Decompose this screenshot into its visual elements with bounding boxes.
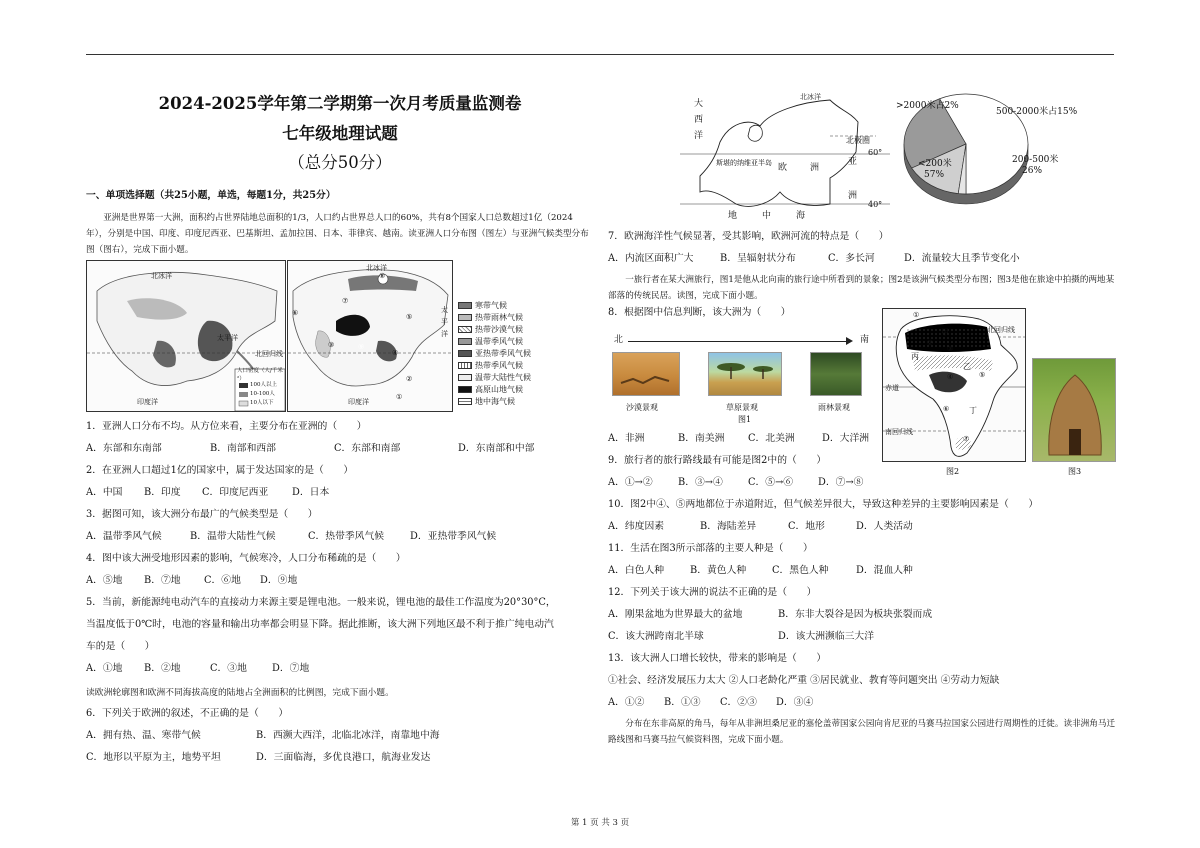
- europe-outline-graphic: [680, 92, 890, 220]
- question-11: 11．生活在图3所示部落的主要人种是（ ）: [608, 543, 813, 554]
- africa-climate-map: [882, 308, 1026, 462]
- caption-rainforest: 雨林景观: [818, 403, 850, 412]
- label-60deg: 60°: [868, 148, 883, 157]
- num-5: ⑤: [406, 313, 413, 321]
- option-c[interactable]: C．黑色人种: [772, 565, 829, 576]
- question-4: 4．图中该大洲受地形因素的影响，气候寒冷，人口分布稀疏的是（ ）: [86, 553, 406, 564]
- asia-population-map: [86, 260, 286, 412]
- rainforest-photo: [810, 352, 862, 396]
- camel-silhouette-icon: [613, 353, 681, 397]
- option-b[interactable]: B．东非大裂谷是因为板块张裂而成: [778, 609, 933, 620]
- pop-legend-3: 10人以下: [250, 400, 274, 406]
- legend-swatch: [458, 374, 472, 381]
- label-ping: 平: [441, 318, 448, 326]
- africa-num-5: ⑤: [979, 371, 986, 379]
- option-b[interactable]: B．黄色人种: [690, 565, 747, 576]
- num-2: ②: [406, 375, 413, 383]
- label-zhou-2: 洲: [848, 191, 858, 201]
- option-b[interactable]: B．温带大陆性气候: [190, 531, 276, 542]
- option-b[interactable]: B．②地: [144, 663, 181, 674]
- arrow-head-icon: [846, 337, 853, 345]
- option-a[interactable]: A．①→②: [608, 477, 653, 488]
- label-jia: 甲: [941, 328, 949, 337]
- direction-arrow: [628, 341, 850, 342]
- num-4: ④: [392, 349, 399, 357]
- europe-intro: 读欧洲轮廓图和欧洲不同海拔高度的陆地占全洲面积的比例图，完成下面小题。: [86, 688, 394, 698]
- option-a[interactable]: A．纬度因素: [608, 521, 665, 532]
- label-zhou: 洲: [810, 163, 820, 173]
- question-1: 1．亚洲人口分布不均。从方位来看，主要分布在亚洲的（ ）: [86, 421, 367, 432]
- question-9: 9．旅行者的旅行路线最有可能是图2中的（ ）: [608, 455, 827, 466]
- legend-tropical-monsoon: 热带季风气候: [458, 360, 523, 371]
- option-a[interactable]: A．中国: [86, 487, 123, 498]
- option-b[interactable]: B．南部和西部: [210, 443, 276, 454]
- direction-south: 南: [860, 335, 870, 345]
- question-8: 8．根据图中信息判断，该大洲为（ ）: [608, 307, 791, 318]
- option-d[interactable]: D．⑨地: [260, 575, 298, 586]
- question-13: 13．该大洲人口增长较快，带来的影响是（ ）: [608, 653, 827, 664]
- europe-outline-map: [680, 92, 890, 220]
- fig2-caption: 图2: [946, 467, 960, 476]
- africa-num-6: ⑥: [943, 405, 950, 413]
- label-tai: 太: [441, 306, 448, 314]
- option-c[interactable]: C．该大洲跨南北半球: [608, 631, 704, 642]
- option-c[interactable]: C．⑥地: [204, 575, 241, 586]
- final-intro: 分布在东非高原的角马，每年从非洲坦桑尼亚的塞伦盖蒂国家公园向肯尼亚的马赛马拉国家公园进行周期性的迁徙。读非洲角马迁路线图和马赛马拉气候资料图，完成下面小题。: [608, 719, 1116, 745]
- question-5-line1: 5．当前，新能源纯电动汽车的直接动力来源主要是锂电池。一般来说，锂电池的最佳工作温度为20°30°C，: [86, 597, 556, 608]
- option-d[interactable]: D．三面临海，多优良港口，航海业发达: [256, 752, 431, 763]
- option-d[interactable]: D．大洋洲: [822, 433, 870, 444]
- label-tropic-capricorn: 南回归线: [885, 428, 913, 436]
- africa-num-1: ①: [913, 311, 920, 319]
- option-d[interactable]: D．⑦地: [272, 663, 310, 674]
- option-a[interactable]: A．温带季风气候: [86, 531, 162, 542]
- option-a[interactable]: A．刚果盆地为世界最大的盆地: [608, 609, 743, 620]
- label-arctic-ocean: 北冰洋: [151, 272, 172, 280]
- hut-photo: [1032, 358, 1116, 462]
- africa-num-3: ③: [947, 345, 954, 353]
- question-6: 6．下列关于欧洲的叙述，不正确的是（ ）: [86, 708, 289, 719]
- label-pacific: 太平洋: [217, 334, 238, 342]
- option-c[interactable]: C．热带季风气候: [308, 531, 385, 542]
- legend-mediterranean: 地中海气候: [458, 396, 515, 407]
- option-d[interactable]: D．日本: [292, 487, 330, 498]
- legend-continental: 温带大陆性气候: [458, 372, 531, 383]
- label-tropic-cancer-africa: 北回归线: [987, 326, 1015, 334]
- label-tropic-cancer: 北回归线: [255, 350, 283, 358]
- fig1-caption: 图1: [738, 415, 752, 424]
- label-zhong: 中: [762, 211, 772, 221]
- africa-num-2: ②: [927, 339, 934, 347]
- option-d[interactable]: D．该大洲濒临三大洋: [778, 631, 875, 642]
- caption-savanna: 草原景观: [726, 403, 758, 412]
- question-3: 3．据图可知，该大洲分布最广的气候类型是（ ）: [86, 509, 318, 520]
- question-7: 7．欧洲海洋性气候显著，受其影响，欧洲河流的特点是（ ）: [608, 231, 889, 242]
- legend-swatch: [458, 398, 472, 405]
- label-arctic-ocean-2: 北冰洋: [366, 264, 387, 272]
- option-c[interactable]: C．北美洲: [748, 433, 795, 444]
- legend-swatch: [458, 362, 472, 369]
- option-a[interactable]: A．内流区面积广大: [608, 253, 694, 264]
- exam-score: （总分50分）: [288, 153, 392, 172]
- option-b[interactable]: B．①③: [664, 697, 701, 708]
- pie-pct-below-200: 57%: [924, 170, 945, 180]
- legend-swatch: [458, 314, 472, 321]
- desert-photo: [612, 352, 680, 396]
- option-c[interactable]: C．②③: [720, 697, 757, 708]
- legend-tundra: 寒带气候: [458, 300, 507, 311]
- asia-climate-map: [287, 260, 453, 412]
- option-c[interactable]: C．多长河: [828, 253, 875, 264]
- section-heading: 一、单项选择题（共25小题，单选，每题1分，共25分）: [86, 190, 336, 201]
- option-c[interactable]: C．东部和南部: [334, 443, 401, 454]
- num-7: ⑦: [342, 297, 349, 305]
- pop-legend-1: 100人以上: [250, 382, 277, 388]
- africa-intro: 一旅行者在某大洲旅行，图1是他从北向南的旅行途中所看到的景象；图2是该洲气候类型分布图；图3是他在旅途中拍摄的两地某部落的传统民居。读图，完成下面小题。: [608, 275, 1115, 301]
- hut-icon: [1033, 359, 1117, 463]
- option-a[interactable]: A．⑤地: [86, 575, 123, 586]
- africa-num-4: ④: [947, 373, 954, 381]
- label-arctic-circle: 北极圈: [846, 136, 870, 145]
- num-6: ⑥: [292, 309, 299, 317]
- label-scandinavia: 斯堪的纳维亚半岛: [716, 159, 772, 167]
- pop-legend-title: 人口密度（人/千米²）: [237, 368, 283, 382]
- acacia-tree-icon: [709, 353, 783, 397]
- legend-swatch: [458, 338, 472, 345]
- question-10: 10．图2中④、⑤两地都位于赤道附近，但气候差异很大，导致这种差异的主要影响因素是（ ）: [608, 499, 1039, 510]
- pie-label-200-500: 200-500米: [1012, 155, 1059, 165]
- option-d[interactable]: D．混血人种: [856, 565, 913, 576]
- exam-subtitle: 七年级地理试题: [282, 124, 398, 143]
- caption-desert: 沙漠景观: [626, 403, 658, 412]
- label-ou: 欧: [778, 163, 788, 173]
- legend-subtropical-monsoon: 亚热带季风气候: [458, 348, 531, 359]
- label-bing: 丙: [911, 352, 919, 361]
- num-1: ①: [396, 393, 403, 401]
- legend-rainforest: 热带雨林气候: [458, 312, 523, 323]
- legend-swatch: [458, 302, 472, 309]
- option-d[interactable]: D．⑦→⑧: [818, 477, 864, 488]
- option-a[interactable]: A．非洲: [608, 433, 645, 444]
- option-b[interactable]: B．⑦地: [144, 575, 181, 586]
- asia-climate-map-graphic: [288, 261, 453, 412]
- option-d[interactable]: D．③④: [776, 697, 814, 708]
- question-12: 12．下列关于该大洲的说法不正确的是（ ）: [608, 587, 817, 598]
- page-footer: 第 1 页 共 3 页: [570, 818, 630, 828]
- option-b[interactable]: B．海陆差异: [700, 521, 757, 532]
- option-a[interactable]: A．白色人种: [608, 565, 665, 576]
- num-9: ⑨: [358, 343, 365, 351]
- label-yi: 乙: [963, 362, 971, 371]
- fig3-caption: 图3: [1068, 467, 1082, 476]
- option-d[interactable]: D．人类活动: [856, 521, 913, 532]
- question-2: 2．在亚洲人口超过1亿的国家中，属于发达国家的是（ ）: [86, 465, 354, 476]
- legend-highland: 高原山地气候: [458, 384, 523, 395]
- option-a[interactable]: A．东部和东南部: [86, 443, 162, 454]
- label-da: 大: [694, 99, 704, 109]
- option-a[interactable]: A．拥有热、温、寒带气候: [86, 730, 201, 741]
- question-13-items: ①社会、经济发展压力太大 ②人口老龄化严重 ③居民就业、教育等问题突出 ④劳动力短缺: [608, 675, 1000, 686]
- pie-label-500-2000: 500-2000米占15%: [996, 107, 1078, 117]
- option-d[interactable]: D．东南部和中部: [458, 443, 535, 454]
- num-8: ⑧: [379, 272, 386, 280]
- legend-swatch: [458, 326, 472, 333]
- option-d[interactable]: D．流量较大且季节变化小: [904, 253, 1020, 264]
- section-intro: 亚洲是世界第一大洲，面积约占世界陆地总面积的1/3，人口约占世界总人口的60%，共有8个国家人口总数超过1亿（2024年），分别是中国、印度、印度尼西亚、巴基斯坦、孟加拉国、日本、菲律宾、越南。读亚洲人口分布图（图左）与亚洲气候类型分布图（图右），完成下面小题。: [86, 213, 589, 255]
- label-hai: 海: [796, 211, 806, 221]
- option-a[interactable]: A．①地: [86, 663, 123, 674]
- label-ding: 丁: [969, 406, 977, 415]
- label-ya: 亚: [848, 157, 858, 167]
- option-b[interactable]: B．呈辐射状分布: [720, 253, 796, 264]
- option-c[interactable]: C．③地: [210, 663, 247, 674]
- option-b[interactable]: B．③→④: [678, 477, 723, 488]
- option-c[interactable]: C．⑤→⑥: [748, 477, 794, 488]
- savanna-photo: [708, 352, 782, 396]
- num-3: ③: [328, 341, 335, 349]
- pop-legend-2: 10-100人: [250, 391, 275, 397]
- legend-desert: 热带沙漠气候: [458, 324, 523, 335]
- question-5-line3: 车的是（ ）: [86, 641, 155, 652]
- label-arctic-ocean-europe: 北冰洋: [800, 93, 821, 101]
- label-yang: 洋: [441, 330, 448, 338]
- option-a[interactable]: A．①②: [608, 697, 645, 708]
- pie-pct-200-500: 26%: [1022, 166, 1043, 176]
- legend-swatch: [458, 386, 472, 393]
- label-xi: 西: [694, 115, 704, 125]
- legend-temperate-monsoon: 温带季风气候: [458, 336, 523, 347]
- option-c[interactable]: C．地形: [788, 521, 825, 532]
- africa-num-7: ⑦: [963, 435, 970, 443]
- label-equator: 赤道: [885, 384, 899, 392]
- pie-label-above-2000: >2000米占2%: [896, 101, 959, 111]
- label-di: 地: [728, 211, 738, 221]
- label-indian-ocean-2: 印度洋: [348, 398, 369, 406]
- option-c[interactable]: C．印度尼西亚: [202, 487, 269, 498]
- top-rule: [86, 54, 1114, 55]
- legend-swatch: [458, 350, 472, 357]
- option-b[interactable]: B．南美洲: [678, 433, 725, 444]
- option-b[interactable]: B．西濒大西洋，北临北冰洋，南靠地中海: [256, 730, 440, 741]
- direction-north: 北: [614, 335, 624, 345]
- pie-label-below-200: <200米: [918, 159, 952, 169]
- question-5-line2: 当温度低于0℃时，电池的容量和输出功率都会明显下降。据此推断，该大洲下列地区最不利于推广纯电动汽: [86, 619, 554, 630]
- label-yang: 洋: [694, 131, 704, 141]
- option-d[interactable]: D．亚热带季风气候: [410, 531, 497, 542]
- option-b[interactable]: B．印度: [144, 487, 181, 498]
- exam-title: 2024-2025学年第二学期第一次月考质量监测卷: [158, 94, 522, 113]
- option-c[interactable]: C．地形以平原为主，地势平坦: [86, 752, 221, 763]
- label-indian-ocean: 印度洋: [137, 398, 158, 406]
- label-40deg: 40°: [868, 200, 883, 209]
